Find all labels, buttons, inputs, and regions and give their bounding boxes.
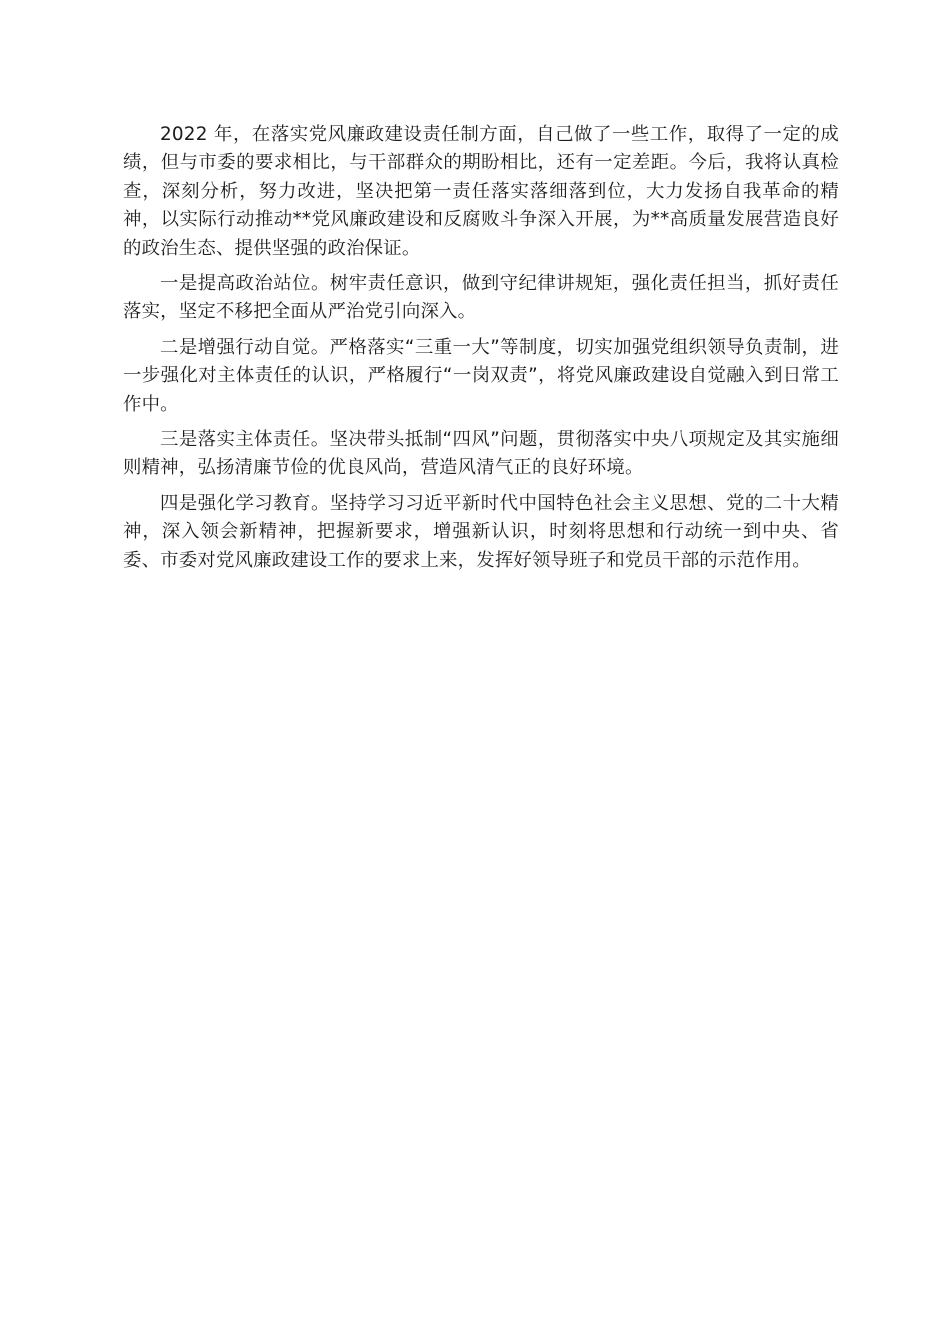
paragraph-point-two: 二是增强行动自觉。严格落实“三重一大”等制度，切实加强党组织领导负责制，进一步强化对主体责任的认识，严格履行“一岗双责”，将党风廉政建设自觉融入到日常工作中。 [123,336,839,415]
paragraph-summary: 2022 年，在落实党风廉政建设责任制方面，自己做了一些工作，取得了一定的成绩，但与市委的要求相比，与干部群众的期盼相比，还有一定差距。今后，我将认真检查，深刻分析，努力改进，坚决把第一责任落实落细落到位，大力发扬自我革命的精神，以实际行动推动**党风廉政建设和反腐败斗争深入开展，为**高质量发展营造良好的政治生态、提供坚强的政治保证。 [123,124,839,259]
document-body [123,121,839,582]
paragraph-point-four: 四是强化学习教育。坚持学习习近平新时代中国特色社会主义思想、党的二十大精神，深入领会新精神，把握新要求，增强新认识，时刻将思想和行动统一到中央、省委、市委对党风廉政建设工作的要求上来，发挥好领导班子和党员干部的示范作用。 [123,492,839,571]
paragraph-point-one: 一是提高政治站位。树牢责任意识，做到守纪律讲规矩，强化责任担当，抓好责任落实，坚定不移把全面从严治党引向深入。 [123,273,839,323]
paragraph-point-three: 三是落实主体责任。坚决带头抵制“四风”问题，贯彻落实中央八项规定及其实施细则精神，弘扬清廉节俭的优良风尚，营造风清气正的良好环境。 [123,429,839,479]
